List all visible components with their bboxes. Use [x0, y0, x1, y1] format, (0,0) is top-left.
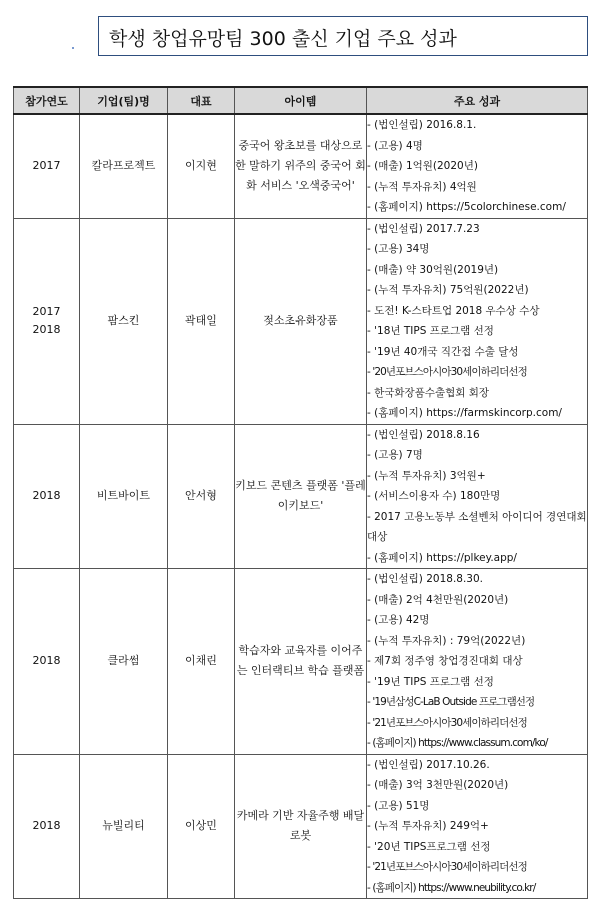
- results-cell: [367, 218, 588, 424]
- result-line: - (법인설립) 2018.8.16: [367, 428, 480, 441]
- item-cell: 학습자와 교육자를 이어주는 인터랙티브 학습 플랫폼: [235, 569, 367, 755]
- year-cell: [14, 754, 80, 899]
- result-line: - 한국화장품수출협회 회장: [367, 386, 490, 399]
- result-line: - (누적 투자유치) 4억원: [367, 180, 477, 193]
- result-line: - (매출) 2억 4천만원(2020년): [367, 593, 509, 606]
- result-line: - (홈페이지) https://www.neubility.co.kr/: [367, 881, 536, 894]
- result-line: - (매출) 1억원(2020년): [367, 160, 478, 172]
- result-line: - '19년삼성C-LaB Outside 프로그램선정: [367, 696, 535, 708]
- result-line: - (고용) 42명: [367, 614, 430, 626]
- table-row: [14, 218, 588, 424]
- ceo-cell: 곽태일: [168, 218, 235, 424]
- item-cell: 카메라 기반 자율주행 배달로봇: [235, 754, 367, 899]
- year-cell: [14, 114, 80, 218]
- result-line: - 도전! K-스타트업 2018 우수상 수상: [367, 304, 540, 317]
- table-row: [14, 114, 588, 218]
- header-year: 참가연도: [14, 87, 80, 114]
- company-cell: 뉴빌리티: [80, 754, 168, 899]
- result-line: - (홈페이지) https://5colorchinese.com/: [367, 201, 566, 213]
- year-cell: [14, 569, 80, 755]
- result-line: - (고용) 4명: [367, 139, 423, 152]
- year-value: 2018: [32, 654, 61, 668]
- item-cell: 키보드 콘텐츠 플랫폼 '플레이키보드': [235, 424, 367, 569]
- result-line: - '21년포브스아시아30세이하리더선정: [367, 861, 527, 873]
- result-line: - (법인설립) 2018.8.30.: [367, 573, 484, 585]
- year-value: 2017: [32, 305, 61, 318]
- result-line: - (고용) 34명: [367, 243, 430, 255]
- result-line: - 2017 고용노동부 소셜벤처 아이디어 경연대회 대상: [367, 510, 587, 543]
- title-box: [98, 16, 588, 56]
- year-value: 2018: [32, 323, 61, 336]
- header-ceo: 대표: [168, 87, 235, 114]
- company-cell: 비트바이트: [80, 424, 168, 569]
- result-line: - (법인설립) 2017.10.26.: [367, 758, 490, 771]
- item-cell: 젖소초유화장품: [235, 218, 367, 424]
- table-row: [14, 754, 588, 899]
- result-line: - (매출) 3억 3천만원(2020년): [367, 779, 509, 791]
- ceo-cell: 안서형: [168, 424, 235, 569]
- result-line: - (누적 투자유치) 249억+: [367, 820, 489, 832]
- table-row: [14, 424, 588, 569]
- result-line: - '20년포브스아시아30세이하리더선정: [367, 366, 527, 378]
- decorative-dot: [72, 47, 74, 49]
- result-line: - (고용) 51명: [367, 799, 430, 812]
- result-line: - (홈페이지) https://farmskincorp.com/: [367, 407, 562, 419]
- header-results: 주요 성과: [367, 87, 588, 114]
- company-cell: 칼라프로젝트: [80, 114, 168, 218]
- results-cell: [367, 754, 588, 899]
- result-line: - '19년 40개국 직간접 수출 달성: [367, 345, 519, 358]
- result-line: - 제7회 정주영 창업경진대회 대상: [367, 655, 523, 667]
- result-line: - (누적 투자유치) : 79억(2022년): [367, 634, 526, 647]
- header-item: 아이템: [235, 87, 367, 114]
- company-cell: 클라썸: [80, 569, 168, 755]
- year-cell: [14, 424, 80, 569]
- item-cell: 중국어 왕초보를 대상으로 한 말하기 위주의 중국어 회화 서비스 '오색중국어': [235, 114, 367, 218]
- result-line: - '20년 TIPS프로그램 선정: [367, 840, 491, 853]
- header-company: 기업(팀)명: [80, 87, 168, 114]
- year-value: 2017: [32, 159, 61, 173]
- year-cell: [14, 218, 80, 424]
- result-line: - (고용) 7명: [367, 449, 423, 461]
- result-line: - (법인설립) 2017.7.23: [367, 222, 480, 235]
- page-title: 학생 창업유망팀 300 출신 기업 주요 성과: [109, 28, 457, 50]
- result-line: - (누적 투자유치) 3억원+: [367, 469, 486, 482]
- ceo-cell: 이상민: [168, 754, 235, 899]
- result-line: - (홈페이지) https://plkey.app/: [367, 551, 517, 564]
- results-cell: [367, 569, 588, 755]
- year-value: 2018: [32, 819, 61, 833]
- result-line: - (법인설립) 2016.8.1.: [367, 119, 477, 131]
- results-table: [13, 86, 588, 899]
- result-line: - (홈페이지) https://www.classum.com/ko/: [367, 737, 548, 749]
- result-line: - '19년 TIPS 프로그램 선정: [367, 675, 494, 688]
- company-cell: 팜스킨: [80, 218, 168, 424]
- year-value: 2018: [32, 489, 61, 503]
- header-row: [14, 87, 588, 114]
- result-line: - (서비스이용자 수) 180만명: [367, 490, 501, 502]
- result-line: - '18년 TIPS 프로그램 선정: [367, 325, 494, 337]
- table-row: [14, 569, 588, 755]
- result-line: - '21년포브스아시아30세이하리더선정: [367, 716, 527, 729]
- result-line: - (누적 투자유치) 75억원(2022년): [367, 284, 529, 296]
- results-cell: [367, 114, 588, 218]
- ceo-cell: 이채린: [168, 569, 235, 755]
- result-line: - (매출) 약 30억원(2019년): [367, 263, 499, 276]
- results-cell: [367, 424, 588, 569]
- ceo-cell: 이지현: [168, 114, 235, 218]
